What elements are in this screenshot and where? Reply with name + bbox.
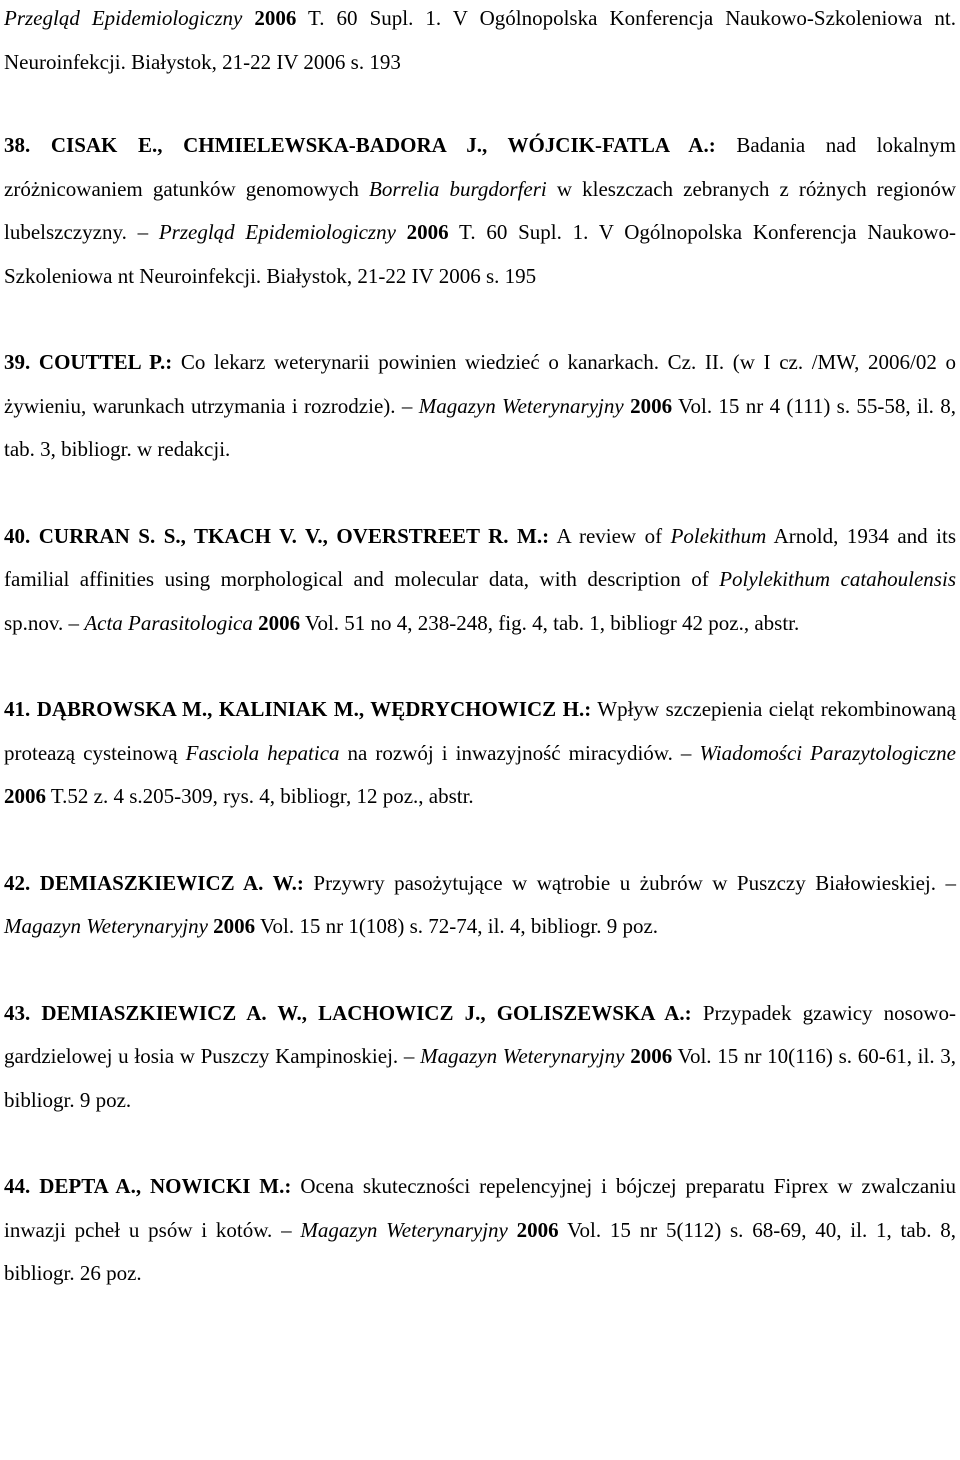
entry-year: 2006 (516, 1217, 559, 1242)
entry-title: Przypadek gzawicy nosowo-gardzielowej u łosia w Puszczy Kampinoskiej. – (4, 1000, 957, 1068)
entry-title-continued: w kleszczach zebranych z różnych regionów lubelszczyzny. – (4, 176, 956, 244)
journal-title: Przegląd Epidemiologiczny (4, 6, 243, 30)
entry-details: Vol. 15 nr 1(108) s. 72-74, il. 4, bibliogr. 9 poz. (255, 914, 659, 938)
entry-title: Wpływ szczepienia cieląt rekombinowaną proteazą cysteinową (4, 697, 957, 765)
header-reference (4, 0, 956, 84)
entry-details: Vol. 51 no 4, 238-248, fig. 4, tab. 1, bibliogr 42 poz., abstr. (300, 610, 800, 635)
entry-details: T. 60 Supl. 1. V Ogólnopolska Konferencja Naukowo-Szkoleniowa nt Neuroinfekcji. Białystok, 21-22 IV 2006 s. 195 (4, 220, 957, 288)
entry-species-name: Borrelia burgdorferi (369, 176, 547, 201)
entry-year: 2006 (258, 610, 301, 635)
entry-species-name: Polylekithum catahoulensis (719, 567, 956, 591)
entry-journal: Acta Parasitologica (84, 610, 253, 635)
entry-authors: CISAK E., CHMIELEWSKA-BADORA J., WÓJCIK-FATLA A.: (50, 133, 716, 157)
entry-year: 2006 (213, 914, 256, 938)
entry-authors: DEMIASZKIEWICZ A. W.: (39, 870, 304, 895)
entry-year: 2006 (406, 220, 449, 244)
bibliography-entry-38 (4, 124, 956, 298)
bibliography-entry-42 (4, 862, 956, 949)
entry-title: A review of (556, 523, 671, 548)
entry-journal: Magazyn Weterynaryjny (4, 914, 208, 938)
entry-journal: Magazyn Weterynaryjny (418, 393, 624, 418)
entry-details: Vol. 15 nr 10(116) s. 60-61, il. 3, bibliogr. 9 poz. (4, 1044, 957, 1112)
entry-authors: CURRAN S. S., TKACH V. V., OVERSTREET R. M.: (38, 523, 550, 548)
entry-journal: Wiadomości Parazytologiczne (699, 740, 956, 765)
entry-title-end: sp.nov. – (4, 610, 85, 635)
entry-number: 44. (4, 1174, 31, 1198)
entry-authors: DEMIASZKIEWICZ A. W., LACHOWICZ J., GOLISZEWSKA A.: (41, 1000, 692, 1025)
entry-authors: COUTTEL P.: (38, 350, 173, 374)
entry-authors: DĄBROWSKA M., KALINIAK M., WĘDRYCHOWICZ H.: (36, 697, 592, 721)
bibliography-entry-39 (4, 341, 956, 472)
entry-number: 40. (4, 523, 31, 548)
entry-details: T.52 z. 4 s.205-309, rys. 4, bibliogr, 12 poz., abstr. (46, 784, 474, 808)
entry-year: 2006 (630, 393, 673, 418)
entry-details: Vol. 15 nr 5(112) s. 68-69, 40, il. 1, tab. 8, bibliogr. 26 poz. (4, 1217, 956, 1285)
entry-number: 38. (4, 133, 31, 157)
entry-journal: Magazyn Weterynaryjny (420, 1044, 625, 1068)
entry-title-continued: na rozwój i inwazyjność miracydiów. – (339, 740, 700, 765)
bibliography-entry-43 (4, 992, 956, 1123)
entry-title: Ocena skuteczności repelencyjnej i bójczej preparatu Fiprex w zwalczaniu inwazji pcheł u psów i kotów. – (4, 1174, 956, 1242)
bibliography-entry-44 (4, 1165, 956, 1296)
entry-title: Co lekarz weterynarii powinien wiedzieć o kanarkach. Cz. II. (w I cz. /MW, 2006/02 o żywieniu, warunkach utrzymania i rozrodzie). – (4, 350, 957, 418)
entry-number: 43. (4, 1000, 31, 1025)
entry-number: 41. (4, 697, 31, 721)
publication-year: 2006 (254, 6, 297, 30)
entry-journal: Przegląd Epidemiologiczny (158, 220, 396, 244)
entry-number: 42. (4, 870, 31, 895)
reference-details: T. 60 Supl. 1. V Ogólnopolska Konferencja Naukowo-Szkoleniowa nt. Neuroinfekcji. Białystok, 21-22 IV 2006 s. 193 (4, 6, 956, 74)
entry-number: 39. (4, 350, 31, 374)
entry-title: Przywry pasożytujące w wątrobie u żubrów w Puszczy Białowieskiej. – (313, 870, 957, 895)
entry-genus-name: Polekithum (670, 523, 767, 548)
entry-title-continued: Arnold, 1934 and its familial affinities using morphological and molecular data, with description of (4, 523, 957, 591)
entry-authors: DEPTA A., NOWICKI M.: (39, 1174, 292, 1198)
bibliography-entry-40 (4, 515, 956, 646)
entry-details: Vol. 15 nr 4 (111) s. 55-58, il. 8, tab. 3, bibliogr. w redakcji. (4, 393, 957, 461)
entry-title: Badania nad lokalnym zróżnicowaniem gatunków genomowych (4, 133, 957, 201)
entry-species-name: Fasciola hepatica (185, 740, 340, 765)
bibliography-entry-41 (4, 688, 956, 819)
entry-journal: Magazyn Weterynaryjny (300, 1217, 508, 1242)
entry-year: 2006 (4, 784, 46, 808)
entry-year: 2006 (630, 1044, 673, 1068)
